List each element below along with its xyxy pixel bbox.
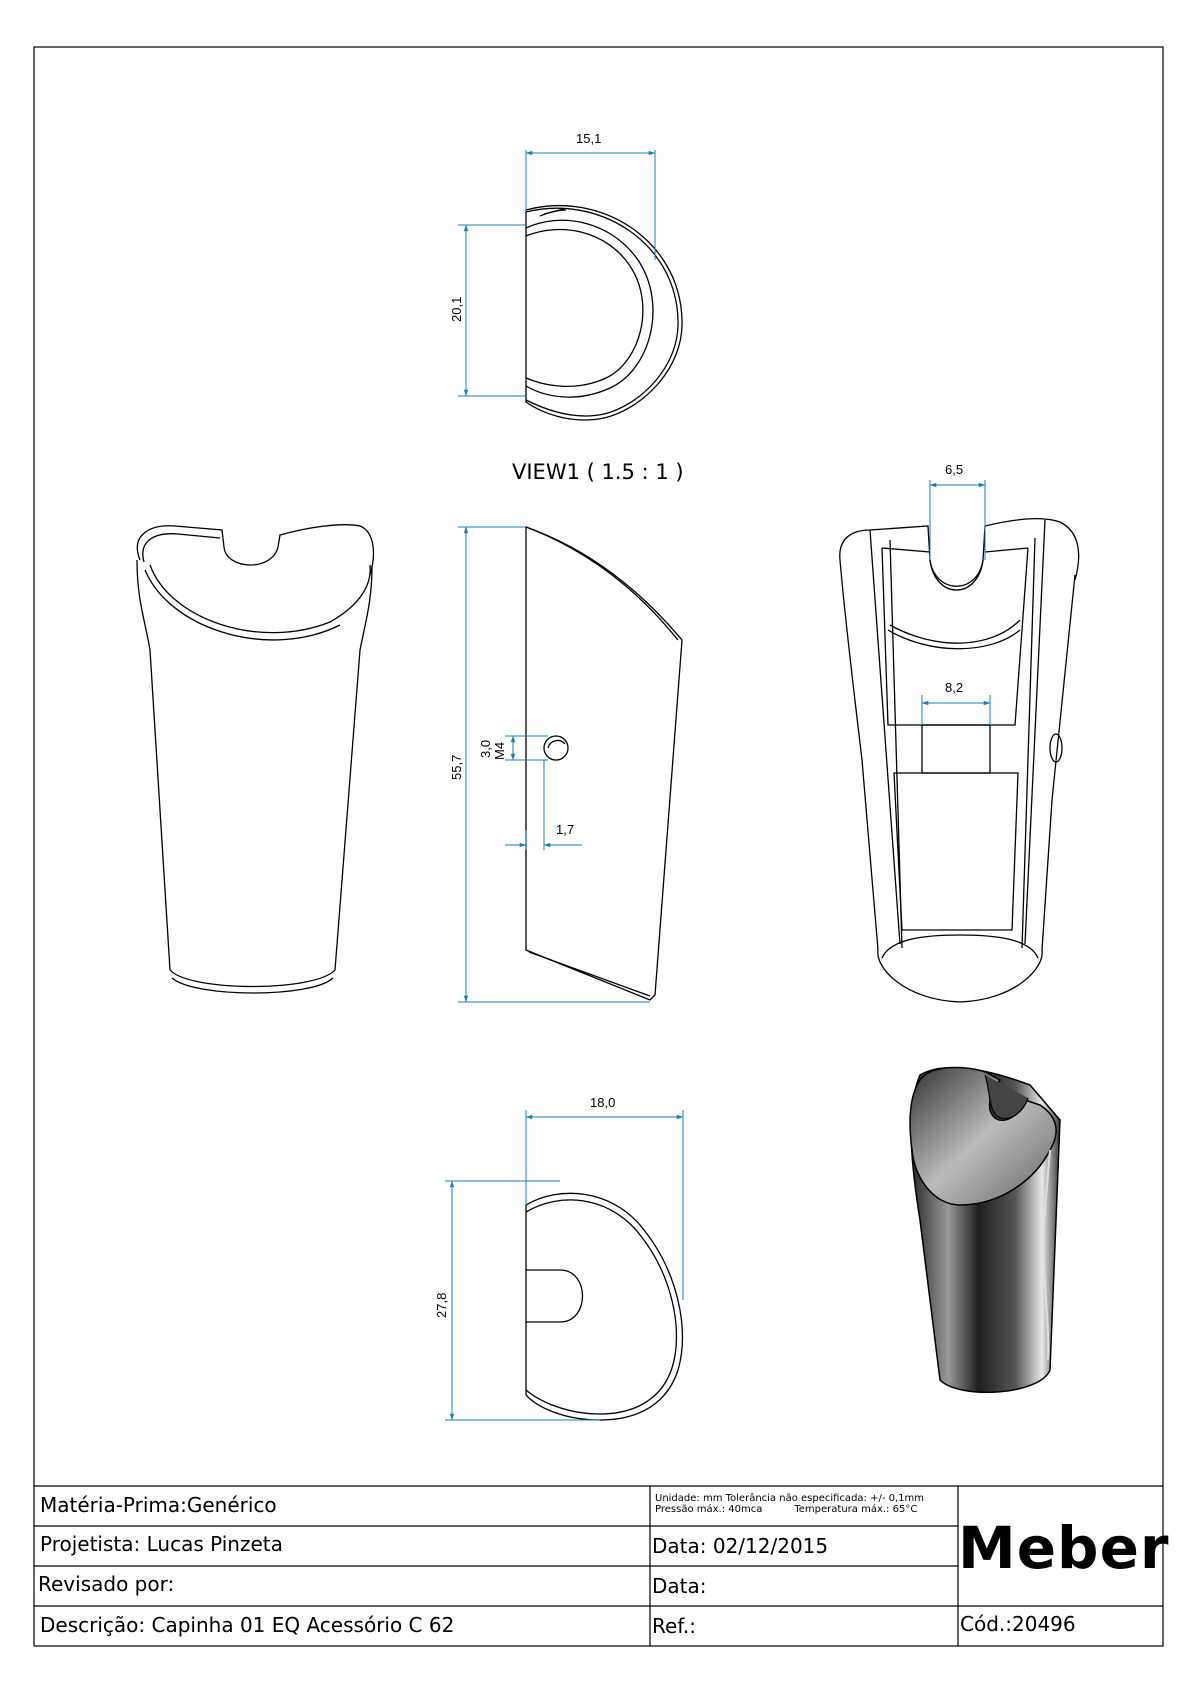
dim-bottom-height: 27,8 [434,1292,449,1318]
side-dims [458,527,650,1002]
dim-bottom-width: 18,0 [590,1095,616,1110]
designer-label: Projetista: [40,1532,141,1556]
dim-top-height: 20,1 [449,296,464,322]
company-logo: Meber [958,1514,1170,1582]
material-value: Genérico [186,1493,277,1517]
back-view [840,519,1079,1002]
bottom-view [526,1193,682,1420]
bottom-dims [445,1110,683,1420]
description-row [40,1613,454,1637]
material-label: Matéria-Prima: [40,1493,187,1517]
ref-label: Ref.: [652,1614,696,1638]
reviewed-label: Revisado por: [38,1572,175,1596]
dim-hole-thread: M4 [492,741,507,760]
date2-row [652,1574,707,1598]
dim-side-height: 55,7 [449,754,464,780]
designer-value: Lucas Pinzeta [146,1532,283,1556]
description-value: Capinha 01 EQ Acessório C 62 [151,1613,455,1637]
view-title: VIEW1 ( 1.5 : 1 ) [512,460,684,484]
pressure-line: Pressão máx.: 40mca [655,1504,763,1515]
sheet-border [34,47,1163,1646]
date2-label: Data: [652,1574,707,1598]
dim-top-width: 15,1 [576,131,602,146]
side-view [526,527,682,1000]
date-label: Data: [652,1534,707,1558]
description-label: Descrição: [40,1613,146,1637]
top-dims [458,150,655,396]
dim-hole-offset: 1,7 [556,822,575,837]
ref-row [652,1614,696,1638]
units-line: Unidade: mm Tolerância não especificada: +/- 0,1mm [655,1493,925,1504]
dim-inner-width: 8,2 [945,680,964,695]
iso-render [910,1067,1060,1392]
top-view [526,206,682,420]
code-value: 20496 [1012,1612,1076,1636]
left-outline-view [137,525,373,993]
code-row [960,1612,1076,1636]
designer-row [40,1532,283,1556]
dim-slot-width: 6,5 [945,462,964,477]
reviewed-row [38,1572,174,1596]
date-value: 02/12/2015 [712,1534,829,1558]
temperature-line: Temperatura máx.: 65°C [794,1504,918,1515]
material-row [40,1493,277,1517]
code-label: Cód.: [960,1612,1012,1636]
date-row [652,1534,828,1558]
dim-hole-dia: 3,0 [478,739,493,758]
pressure-temp-line [655,1504,917,1515]
